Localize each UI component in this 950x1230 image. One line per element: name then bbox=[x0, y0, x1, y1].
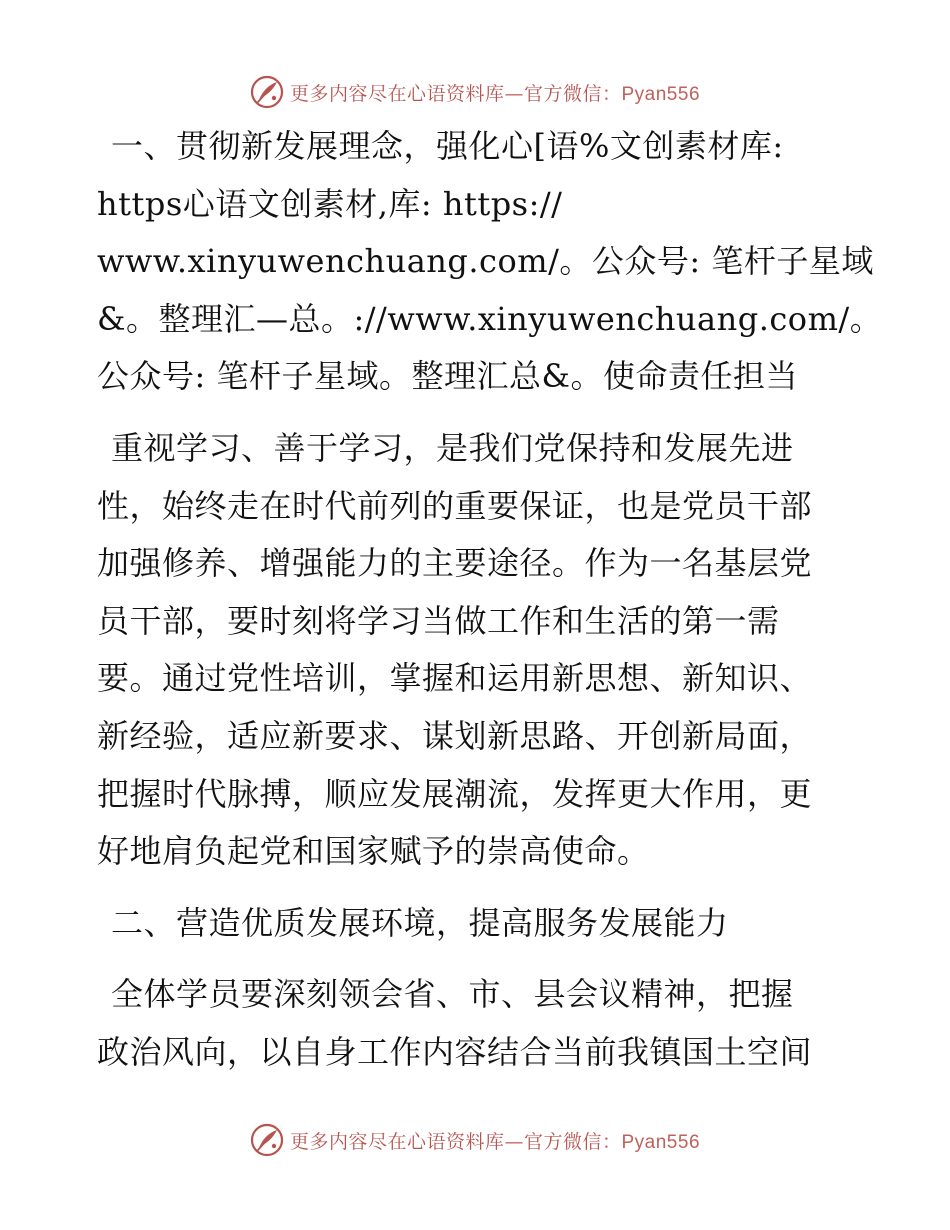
text-line: https心语文创素材,库: https:// bbox=[97, 184, 563, 223]
watermark-separator: — bbox=[504, 1130, 524, 1153]
watermark-separator: — bbox=[504, 82, 524, 105]
watermark-promo: 更多内容尽在心语资料库 bbox=[289, 82, 505, 105]
feather-quill-logo-icon bbox=[250, 1123, 284, 1157]
text-line: 一、贯彻新发展理念，强化心[语%文创素材库: bbox=[111, 127, 784, 165]
section-heading: 二、营造优质发展环境，提高服务发展能力 bbox=[111, 903, 729, 942]
footer-watermark bbox=[0, 1120, 950, 1160]
watermark-wechat-label: 官方微信： bbox=[523, 1130, 622, 1153]
document-body bbox=[97, 118, 883, 1096]
paragraph-learners bbox=[97, 966, 857, 1081]
watermark-promo: 更多内容尽在心语资料库 bbox=[289, 1130, 505, 1153]
text-line: 性，始终走在时代前列的重要保证，也是党员干部 bbox=[97, 486, 813, 525]
watermark-wechat-label: 官方微信： bbox=[523, 82, 622, 105]
feather-quill-logo-icon bbox=[250, 75, 284, 109]
paragraph-heading-two bbox=[97, 895, 857, 953]
watermark-wechat-id: Pyan556 bbox=[621, 1131, 701, 1153]
watermark-text bbox=[290, 79, 700, 106]
paragraph-heading-one bbox=[97, 118, 883, 406]
text-line: 新经验，适应新要求、谋划新思路、开创新局面， bbox=[97, 716, 813, 755]
text-line: 员干部，要时刻将学习当做工作和生活的第一需 bbox=[97, 601, 780, 640]
text-line: &。整理汇—总。://www.xinyuwenchuang.com/。 bbox=[97, 299, 883, 338]
text-line: 加强修养、增强能力的主要途径。作为一名基层党 bbox=[97, 544, 813, 583]
text-line: 重视学习、善于学习，是我们党保持和发展先进 bbox=[111, 428, 794, 467]
text-line: 公众号: 笔杆子星域。整理汇总&。使命责任担当 bbox=[97, 357, 798, 396]
text-line: 政治风向，以自身工作内容结合当前我镇国土空间 bbox=[97, 1032, 813, 1071]
text-line: 要。通过党性培训，掌握和运用新思想、新知识、 bbox=[97, 659, 813, 698]
paragraph-study bbox=[97, 420, 857, 881]
text-line: 把握时代脉搏，顺应发展潮流，发挥更大作用，更 bbox=[97, 774, 813, 813]
text-line: 全体学员要深刻领会省、市、县会议精神，把握 bbox=[111, 975, 794, 1014]
text-line: 好地肩负起党和国家赋予的崇高使命。 bbox=[97, 832, 650, 871]
header-watermark bbox=[0, 72, 950, 112]
watermark-text bbox=[290, 1127, 700, 1154]
watermark-wechat-id: Pyan556 bbox=[621, 83, 701, 105]
text-line: www.xinyuwenchuang.com/。公众号: 笔杆子星域 bbox=[97, 242, 874, 281]
